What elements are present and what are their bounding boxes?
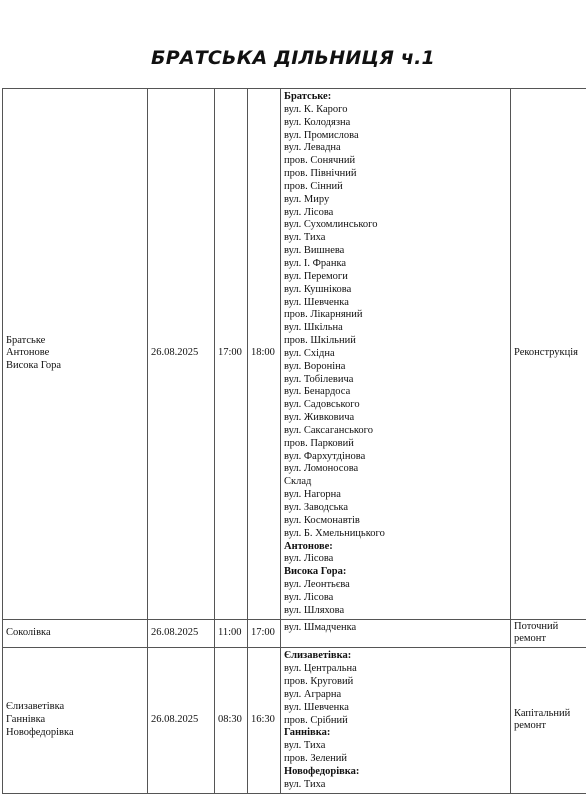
- street-item: вул. Аграрна: [284, 688, 342, 700]
- street-item: вул. Шевченка: [284, 701, 349, 713]
- street-item: вул. Промислова: [284, 129, 359, 141]
- street-group-heading: Єлизаветівка:: [284, 650, 352, 662]
- street-group-heading: Ганнівка:: [284, 727, 331, 739]
- street-item: вул. Живковича: [284, 412, 355, 424]
- street-item: вул. Тиха: [284, 740, 326, 752]
- street-item: вул. Садовського: [284, 399, 360, 411]
- street-item: вул. Колодязна: [284, 116, 351, 128]
- schedule-table: [2, 88, 586, 794]
- street-group-heading: Антонове:: [284, 540, 333, 552]
- street-item: вул. Бенардоса: [284, 386, 351, 398]
- street-item: вул. Леонтьєва: [284, 579, 350, 591]
- street-item: вул. Шляхова: [284, 604, 345, 616]
- street-group-heading: Братське:: [284, 91, 332, 102]
- village-name: Антонове: [6, 347, 50, 359]
- street-item: вул. Лісова: [284, 206, 334, 218]
- street-item: вул. Саксаганського: [284, 424, 373, 436]
- street-item: вул. Шкільна: [284, 322, 343, 334]
- street-item: вул. Лісова: [284, 553, 334, 565]
- street-item: пров. Лікарняний: [284, 309, 363, 321]
- village-name: Новофедорівка: [6, 726, 74, 738]
- streets-cell: [281, 89, 511, 620]
- street-item: пров. Північний: [284, 168, 357, 180]
- start-time-cell: 08:30: [215, 648, 248, 793]
- village-name: Висока Гора: [6, 360, 62, 372]
- street-item: пров. Зелений: [284, 753, 348, 765]
- street-group-heading: Висока Гора:: [284, 566, 347, 578]
- streets-cell: [281, 619, 511, 648]
- street-item: вул. Тобілевича: [284, 373, 354, 385]
- street-item: вул. І. Франка: [284, 257, 347, 269]
- date-cell: 26.08.2025: [148, 648, 215, 793]
- table-row: [3, 89, 586, 620]
- work-type-cell: Капітальний ремонт: [511, 648, 586, 793]
- street-item: вул. Східна: [284, 347, 335, 359]
- street-item: пров. Сінний: [284, 180, 343, 192]
- work-type-cell: Поточний ремонт: [511, 619, 586, 648]
- date-cell: 26.08.2025: [148, 619, 215, 648]
- street-item: вул. Космонавтів: [284, 514, 360, 526]
- street-item: вул. Центральна: [284, 663, 357, 675]
- street-item: пров. Шкільний: [284, 335, 356, 347]
- end-time-cell: 16:30: [248, 648, 281, 793]
- table-row: [3, 619, 586, 648]
- street-item: вул. Шмадченка: [284, 621, 357, 633]
- street-item: вул. Лісова: [284, 591, 334, 603]
- streets-cell: [281, 648, 511, 793]
- street-item: вул. Левадна: [284, 142, 341, 154]
- street-item: вул. Вишнева: [284, 245, 345, 257]
- work-type-cell: Реконструкція: [511, 89, 586, 620]
- street-item: вул. Миру: [284, 193, 330, 205]
- street-item: вул. Кушнікова: [284, 283, 352, 295]
- page-title: БРАТСЬКА ДІЛЬНИЦЯ ч.1: [151, 47, 435, 69]
- street-item: вул. Сухомлинського: [284, 219, 378, 231]
- street-item: вул. Шевченка: [284, 296, 349, 308]
- street-item: вул. Тиха: [284, 232, 326, 244]
- street-item: вул. К. Карого: [284, 103, 348, 115]
- street-item: пров. Парковий: [284, 437, 354, 449]
- street-item: вул. Ломоносова: [284, 463, 359, 475]
- street-group-heading: Новофедорівка:: [284, 765, 360, 777]
- village-name: Братське: [6, 334, 46, 346]
- villages-cell: [3, 619, 148, 648]
- street-item: пров. Срібний: [284, 714, 348, 726]
- start-time-cell: 11:00: [215, 619, 248, 648]
- village-name: Ганнівка: [6, 714, 46, 725]
- village-name: Єлизаветівка: [6, 701, 65, 713]
- street-item: пров. Сонячний: [284, 155, 356, 167]
- street-item: вул. Б. Хмельницького: [284, 527, 385, 539]
- start-time-cell: 17:00: [215, 89, 248, 620]
- village-name: Соколівка: [6, 627, 51, 639]
- villages-cell: [3, 648, 148, 793]
- table-row: [3, 648, 586, 793]
- street-item: вул. Перемоги: [284, 270, 348, 282]
- street-item: вул. Нагорна: [284, 489, 341, 501]
- street-item: вул. Тиха: [284, 778, 326, 790]
- end-time-cell: 18:00: [248, 89, 281, 620]
- date-cell: 26.08.2025: [148, 89, 215, 620]
- end-time-cell: 17:00: [248, 619, 281, 648]
- street-item: Склад: [284, 476, 312, 488]
- street-item: вул. Заводська: [284, 502, 349, 513]
- street-item: вул. Фархутдінова: [284, 450, 366, 462]
- street-item: пров. Круговий: [284, 675, 354, 687]
- street-item: вул. Вороніна: [284, 360, 346, 372]
- villages-cell: [3, 89, 148, 620]
